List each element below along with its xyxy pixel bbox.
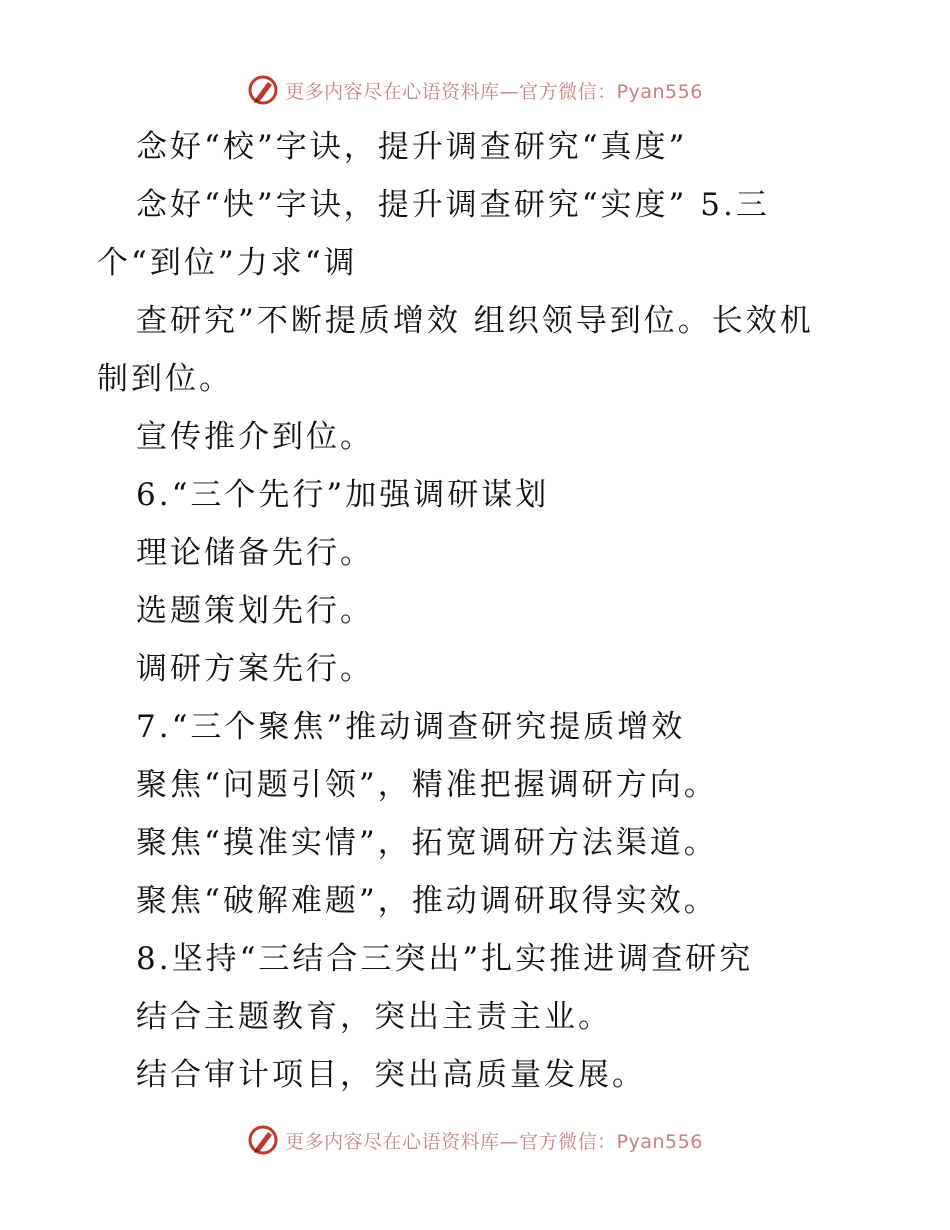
text-line: 查研究”不断提质增效 组织领导到位。长效机 [136,303,814,339]
text-line: 调研方案先行。 [136,651,374,687]
pen-nib-logo-icon [247,1124,279,1156]
text-line: 念好“快”字诀，提升调查研究“实度” 5.三 [136,187,770,223]
text-line: 念好“校”字诀，提升调查研究“真度” [136,129,688,165]
text-line: 选题策划先行。 [136,593,374,629]
section-heading: 7.“三个聚焦”推动调查研究提质增效 [136,709,686,745]
text-line: 结合主题教育，突出主责主业。 [136,999,612,1035]
header-banner-text: 更多内容尽在心语资料库—官方微信：Pyan556 [285,80,703,103]
text-line: 个“到位”力求“调 [97,245,358,281]
text-line: 聚焦“破解难题”，推动调研取得实效。 [136,883,718,919]
footer-banner [0,1120,950,1160]
text-line: 宣传推介到位。 [136,419,374,455]
text-line: 结合审计项目，突出高质量发展。 [136,1057,646,1093]
document-body [97,118,837,1104]
text-line: 聚焦“摸准实情”，拓宽调研方法渠道。 [136,825,718,861]
footer-banner-text: 更多内容尽在心语资料库—官方微信：Pyan556 [285,1130,703,1153]
text-line: 理论储备先行。 [136,535,374,571]
section-heading: 6.“三个先行”加强调研谋划 [136,477,550,513]
pen-nib-logo-icon [247,74,279,106]
text-line: 聚焦“问题引领”，精准把握调研方向。 [136,767,718,803]
text-line: 制到位。 [97,361,233,397]
header-banner [0,70,950,110]
section-heading: 8.坚持“三结合三突出”扎实推进调查研究 [136,941,754,977]
